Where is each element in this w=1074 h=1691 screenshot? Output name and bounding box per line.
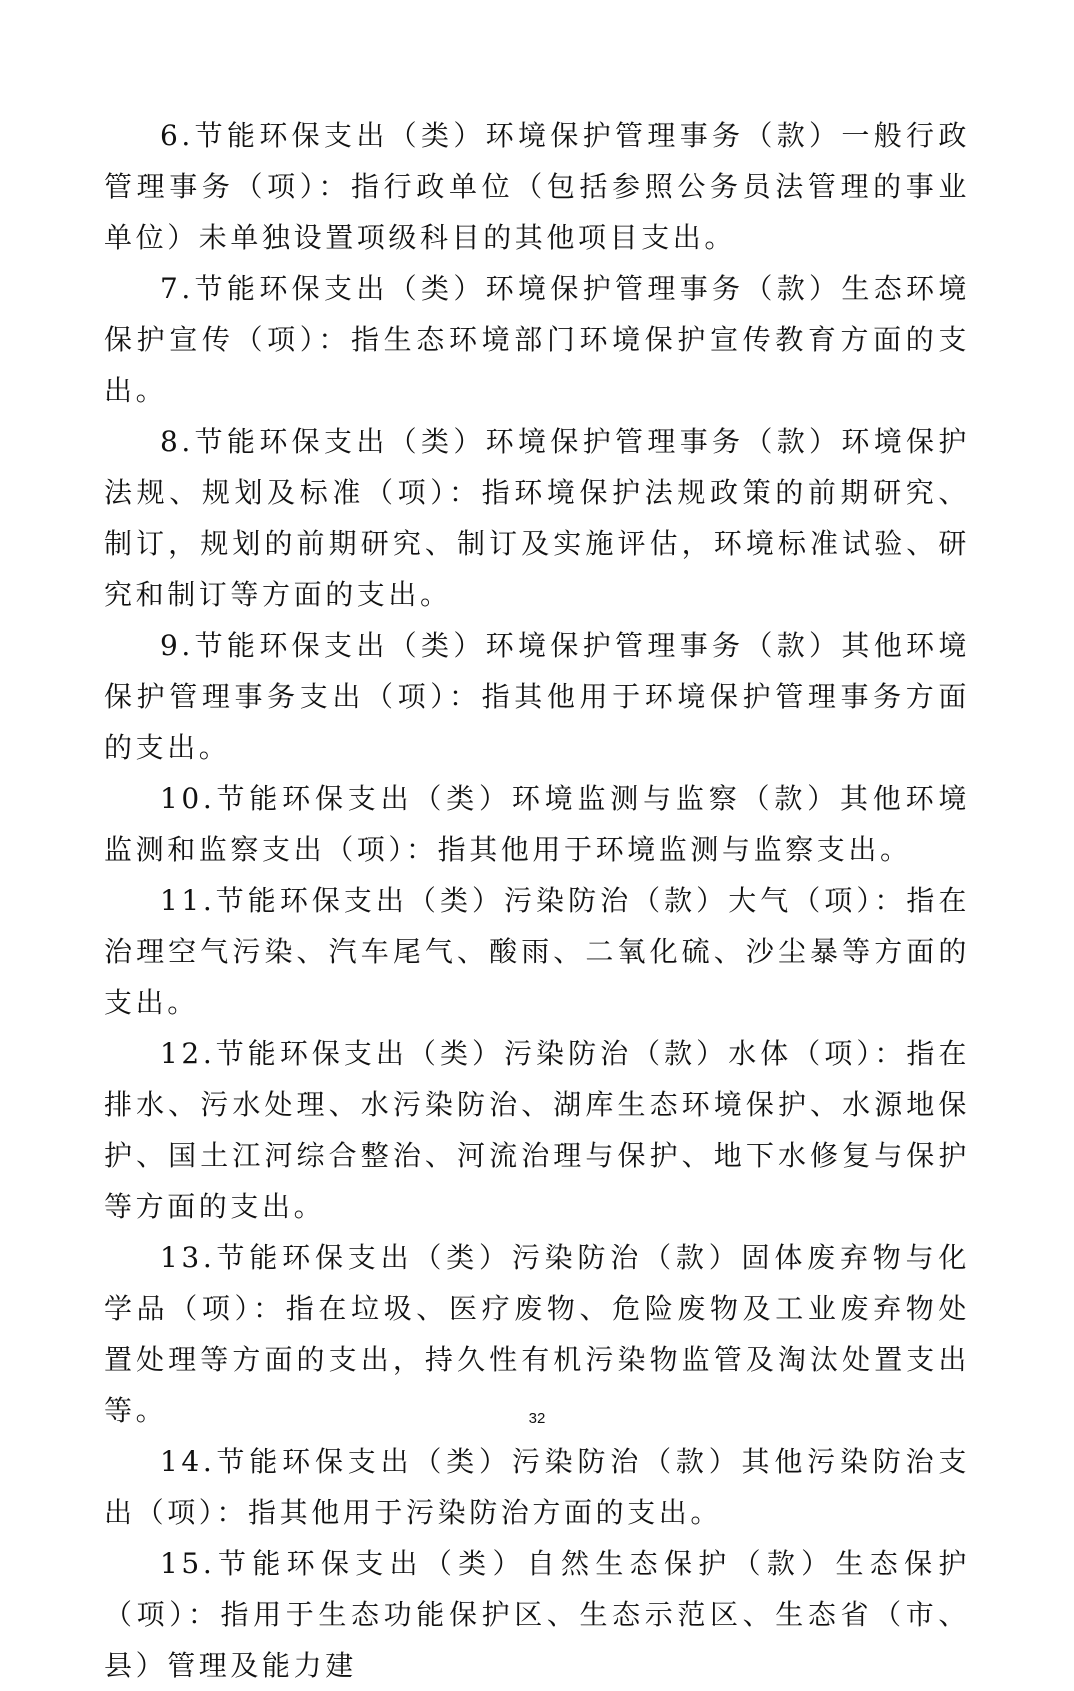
page-number: 32 <box>528 1410 546 1427</box>
paragraph-item-14: 14.节能环保支出（类）污染防治（款）其他污染防治支出（项）：指其他用于污染防治方面的支出。 <box>104 1445 970 1529</box>
body-text <box>104 110 970 1691</box>
paragraph-item-13: 13.节能环保支出（类）污染防治（款）固体废弃物与化学品（项）：指在垃圾、医疗废物、危险废物及工业废弃物处置处理等方面的支出，持久性有机污染物监管及淘汰处置支出等。 <box>104 1241 970 1427</box>
paragraph-item-8: 8.节能环保支出（类）环境保护管理事务（款）环境保护法规、规划及标准（项）：指环境保护法规政策的前期研究、制订，规划的前期研究、制订及实施评估，环境标准试验、研究和制订等方面的支出。 <box>104 425 970 611</box>
paragraph-item-10: 10.节能环保支出（类）环境监测与监察（款）其他环境监测和监察支出（项）：指其他用于环境监测与监察支出。 <box>104 782 970 866</box>
paragraph-item-6: 6.节能环保支出（类）环境保护管理事务（款）一般行政管理事务（项）：指行政单位（包括参照公务员法管理的事业单位）未单独设置项级科目的其他项目支出。 <box>104 119 970 254</box>
paragraph-item-7: 7.节能环保支出（类）环境保护管理事务（款）生态环境保护宣传（项）：指生态环境部门环境保护宣传教育方面的支出。 <box>104 272 970 407</box>
paragraph-item-12: 12.节能环保支出（类）污染防治（款）水体（项）：指在排水、污水处理、水污染防治、湖库生态环境保护、水源地保护、国土江河综合整治、河流治理与保护、地下水修复与保护等方面的支出。 <box>104 1037 970 1223</box>
paragraph-item-9: 9.节能环保支出（类）环境保护管理事务（款）其他环境保护管理事务支出（项）：指其他用于环境保护管理事务方面的支出。 <box>104 629 970 764</box>
paragraph-item-11: 11.节能环保支出（类）污染防治（款）大气（项）：指在治理空气污染、汽车尾气、酸雨、二氧化硫、沙尘暴等方面的支出。 <box>104 884 970 1019</box>
paragraph-item-15: 15.节能环保支出（类）自然生态保护（款）生态保护（项）：指用于生态功能保护区、生态示范区、生态省（市、县）管理及能力建 <box>104 1547 970 1682</box>
